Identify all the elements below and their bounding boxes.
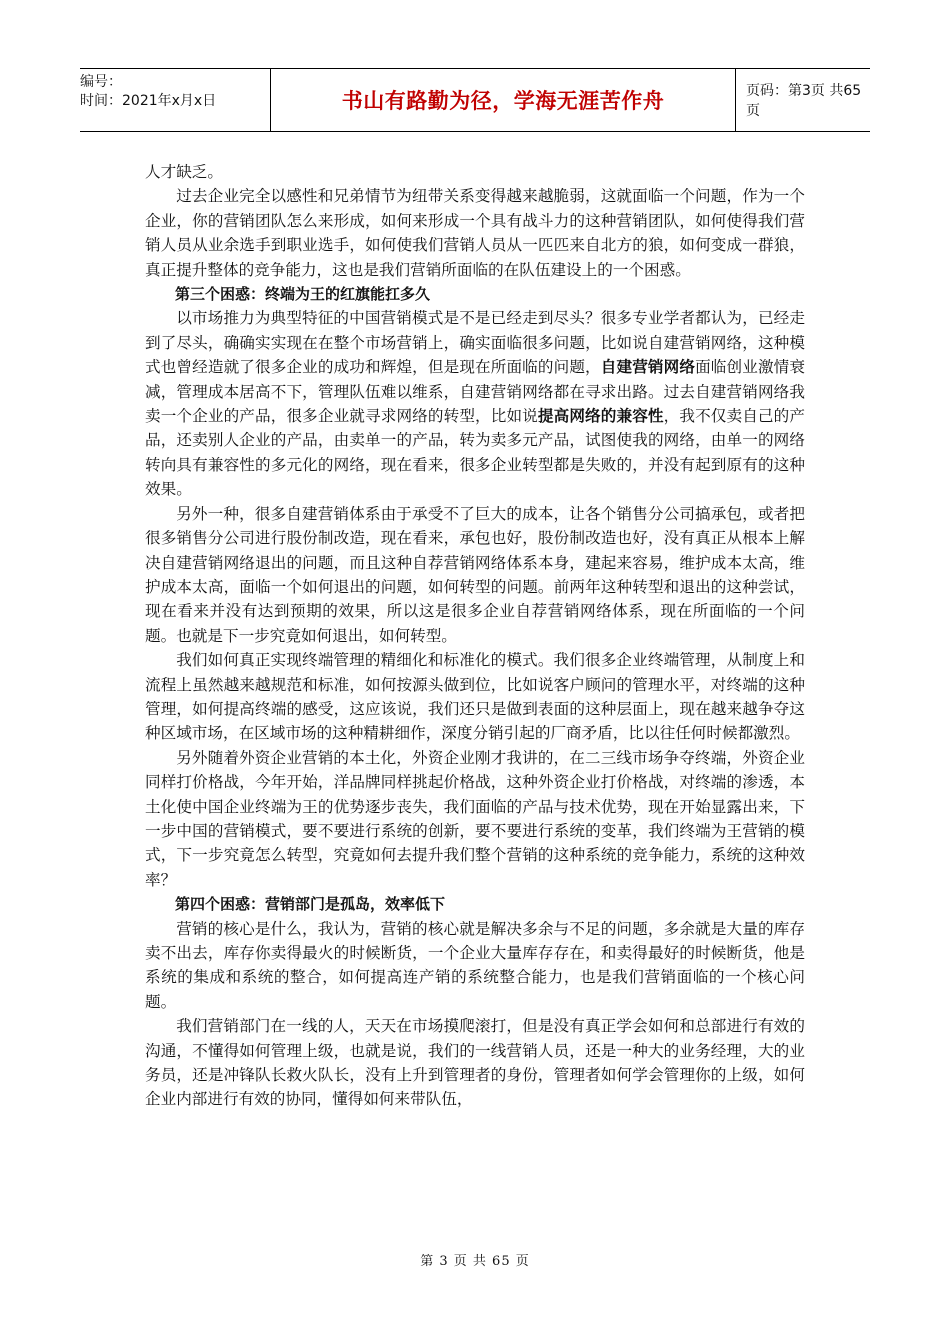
document-number-label: 编号： — [80, 74, 122, 90]
paragraph: 另外随着外资企业营销的本土化，外资企业刚才我讲的，在二三线市场争夺终端，外资企业同样打价格战，今年开始，洋品牌同样挑起价格战，这种外资企业打价格战，对终端的渗透，本土化使中国企业终端为王的优势逐步丧失，我们面临的产品与技术优势，现在开始显露出来，下一步中国的营销模式，要不要进行系统的创新，要不要进行系统的变革，我们终端为王营销的模式，下一步究竟怎么转型，究竟如何去提升我们整个营销的这种系统的竞争能力，系统的这种效率？ — [145, 748, 805, 889]
paragraph-text: 面临创业激情衰减，管理成本居高不下，管理队伍难以维系，自建营销网络都在寻求出路。过去自建营销网络我卖一个企业的产品，很多企业就寻求网络的转型，比如说 — [145, 358, 805, 426]
bold-term: 自建营销网络 — [600, 358, 696, 377]
paragraph: 我们如何真正实现终端管理的精细化和标准化的模式。我们很多企业终端管理，从制度上和流程上虽然越来越规范和标准，如何按源头做到位，比如说客户顾问的管理水平，对终端的这种管理，如何提高终端的感受，这应该说，我们还只是做到表面的这种层面上，现在越来越争夺这种区域市场，在区域市场的这种精耕细作，深度分销引起的厂商矛盾，比以往任何时候都激烈。 — [145, 651, 805, 743]
header-meta — [80, 69, 270, 131]
paragraph: 过去企业完全以感性和兄弟情节为纽带关系变得越来越脆弱，这就面临一个问题，作为一个企业，你的营销团队怎么来形成，如何来形成一个具有战斗力的这种营销团队，如何使得我们营销人员从业余选手到职业选手，如何使我们营销人员从一匹匹来自北方的狼，如何变成一群狼，真正提升整体的竞争能力，这也是我们营销所面临的在队伍建设上的一个困惑。 — [145, 187, 805, 279]
paragraph — [145, 306, 805, 501]
section-heading: 第四个困惑：营销部门是孤岛，效率低下 — [175, 895, 446, 914]
page-header — [80, 68, 870, 132]
document-body — [145, 160, 805, 1112]
paragraph: 营销的核心是什么，我认为，营销的核心就是解决多余与不足的问题，多余就是大量的库存卖不出去，库存你卖得最火的时候断货，一个企业大量库存存在，和卖得最好的时候断货，他是系统的集成和系统的整合，如何提高连产销的系统整合能力，也是我们营销面临的一个核心问题。 — [145, 919, 805, 1011]
paragraph: 人才缺乏。 — [145, 163, 223, 181]
bold-term: 提高网络的兼容性 — [537, 407, 664, 426]
paragraph: 另外一种，很多自建营销体系由于承受不了巨大的成本，让各个销售分公司搞承包，或者把很多销售分公司进行股份制改造，现在看来，承包也好，股份制改造也好，没有真正从根本上解决自建营销网络退出的问题，而且这种自荐营销网络体系本身，建起来容易，维护成本太高，维护成本太高，面临一个如何退出的问题，如何转型的问题。前两年这种转型和退出的这种尝试，现在看来并没有达到预期的效果，所以这是很多企业自荐营销网络体系，现在所面临的一个问题。也就是下一步究竟如何退出，如何转型。 — [145, 504, 805, 645]
header-motto: 书山有路勤为径，学海无涯苦作舟 — [270, 69, 736, 131]
paragraph-text: ，我不仅卖自己的产品，还卖别人企业的产品，由卖单一的产品，转为卖多元产品，试图使我的网络，由单一的网络转向具有兼容性的多元化的网络，现在看来，很多企业转型都是失败的，并没有起到原有的这种效果。 — [145, 407, 805, 499]
page-footer: 第 3 页 共 65 页 — [420, 1254, 530, 1269]
paragraph-text: 以市场推力为典型特征的中国营销模式是不是已经走到尽头？很多专业学者都认为，已经走到了尽头，确确实实现在在整个市场营销上，确实面临很多问题，比如说自建营销网络，这种模式也曾经造就了很多企业的成功和辉煌，但是现在所面临的问题， — [145, 309, 805, 377]
document-date: 时间：2021年x月x日 — [80, 93, 217, 109]
section-heading: 第三个困惑：终端为王的红旗能扛多久 — [175, 285, 431, 304]
paragraph: 我们营销部门在一线的人，天天在市场摸爬滚打，但是没有真正学会如何和总部进行有效的沟通，不懂得如何管理上级，也就是说，我们的一线营销人员，还是一种大的业务经理，大的业务员，还是冲锋队长救火队长，没有上升到管理者的身份，管理者如何学会管理你的上级，如何企业内部进行有效的协同，懂得如何来带队伍， — [145, 1017, 805, 1109]
header-page-info: 页码：第3页 共65页 — [746, 83, 862, 119]
